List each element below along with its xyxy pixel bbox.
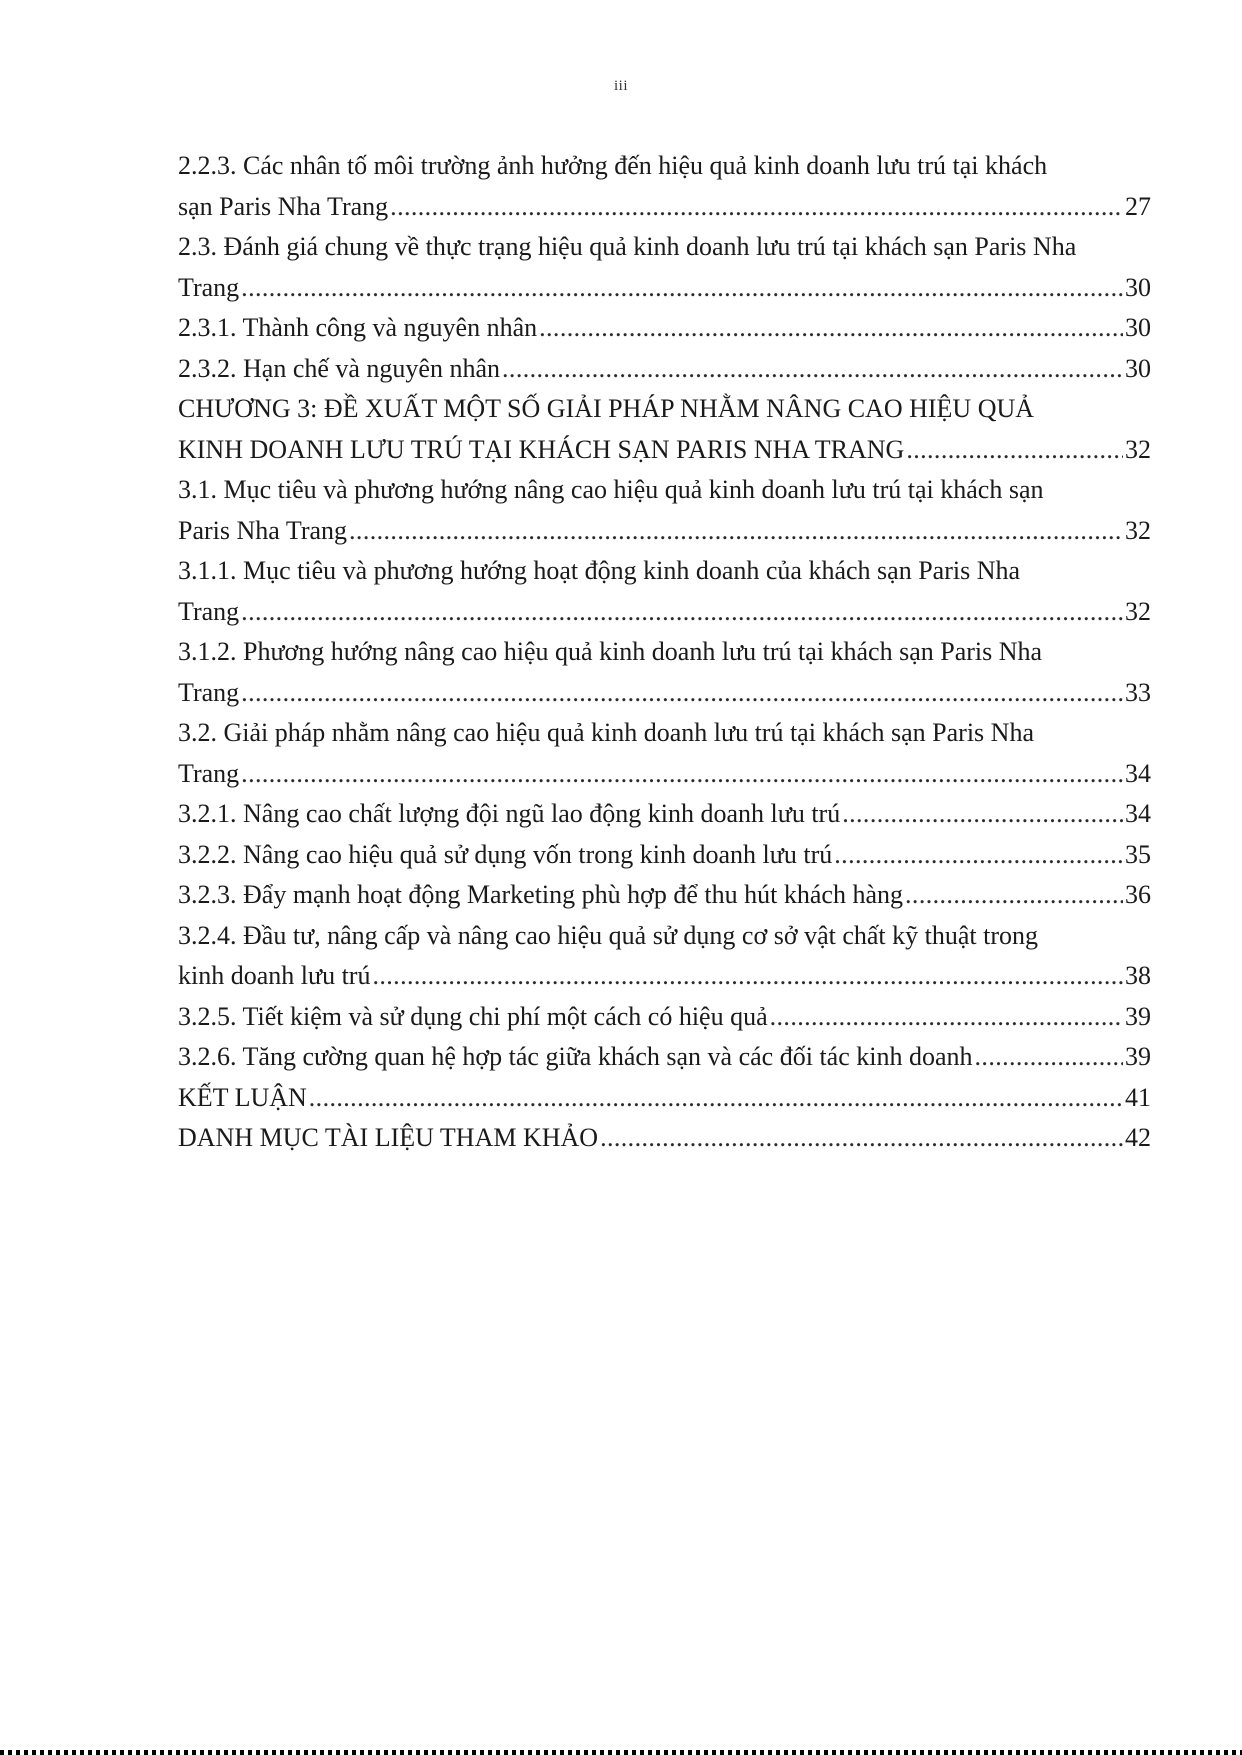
- toc-entry-title-line: 2.2.3. Các nhân tố môi trường ảnh hưởng đến hiệu quả kinh doanh lưu trú tại khách: [178, 151, 1048, 180]
- scan-edge-divider: [0, 1750, 1242, 1755]
- dot-leader: [390, 187, 1123, 228]
- dot-leader: [372, 956, 1123, 997]
- toc-entry-page-number: 39: [1125, 1001, 1151, 1031]
- toc-entry-page-number: 30: [1125, 313, 1151, 342]
- toc-entry-title: Trang: [178, 677, 240, 707]
- toc-entry-title: KINH DOANH LƯU TRÚ TẠI KHÁCH SẠN PARIS NHA TRANG: [178, 434, 905, 464]
- toc-entry: [178, 227, 1151, 308]
- toc-entry-title: 3.2.2. Nâng cao hiệu quả sử dụng vốn trong kinh doanh lưu trú: [178, 839, 833, 869]
- toc-entry-leader-line: [178, 592, 1151, 633]
- dot-leader: [770, 997, 1123, 1038]
- dot-leader: [539, 308, 1123, 349]
- toc-entry-page-number: 35: [1125, 839, 1151, 869]
- toc-entry-title: 3.2.6. Tăng cường quan hệ hợp tác giữa khách sạn và các đối tác kinh doanh: [178, 1042, 973, 1071]
- toc-entry-title: 3.2.5. Tiết kiệm và sử dụng chi phí một cách có hiệu quả: [178, 1001, 768, 1031]
- toc-entry-page-number: 34: [1125, 758, 1151, 788]
- toc-entry-title: 3.2.3. Đẩy mạnh hoạt động Marketing phù hợp để thu hút khách hàng: [178, 880, 904, 909]
- toc-entry: [178, 389, 1151, 470]
- toc-entry-page-number: 32: [1125, 434, 1151, 464]
- toc-entry-title-line: CHƯƠNG 3: ĐỀ XUẤT MỘT SỐ GIẢI PHÁP NHẰM NÂNG CAO HIỆU QUẢ: [178, 394, 1035, 423]
- toc-entry-title-line: 3.1.2. Phương hướng nâng cao hiệu quả kinh doanh lưu trú tại khách sạn Paris Nha: [178, 637, 1043, 666]
- toc-entry-leader-line: [178, 1078, 1151, 1119]
- toc-entry: [178, 308, 1151, 349]
- toc-entry-page-number: 27: [1125, 191, 1151, 221]
- toc-entry-title-line: 3.2. Giải pháp nhằm nâng cao hiệu quả kinh doanh lưu trú tại khách sạn Paris Nha: [178, 718, 1034, 747]
- dot-leader: [905, 875, 1123, 916]
- toc-entry: [178, 632, 1151, 713]
- toc-entry: [178, 713, 1151, 794]
- toc-entry-page-number: 30: [1125, 353, 1151, 383]
- toc-entry-title: 3.2.1. Nâng cao chất lượng đội ngũ lao động kinh doanh lưu trú: [178, 799, 841, 828]
- toc-entry-page-number: 41: [1125, 1082, 1151, 1112]
- toc-entry-title: Paris Nha Trang: [178, 515, 348, 545]
- toc-entry-leader-line: [178, 997, 1151, 1038]
- toc-entry-title: sạn Paris Nha Trang: [178, 191, 389, 221]
- toc-entry: [178, 916, 1151, 997]
- toc-entry: [178, 1037, 1151, 1078]
- toc-entry-leader-line: [178, 430, 1151, 471]
- toc-entry-leader-line: [178, 511, 1151, 552]
- toc-entry-title: KẾT LUẬN: [178, 1082, 307, 1112]
- toc-entry: [178, 1118, 1151, 1159]
- toc-entry-title-line: 3.2.4. Đầu tư, nâng cấp và nâng cao hiệu quả sử dụng cơ sở vật chất kỹ thuật trong: [178, 920, 1039, 950]
- toc-entry-title-line: 3.1.1. Mục tiêu và phương hướng hoạt động kinh doanh của khách sạn Paris Nha: [178, 556, 1021, 585]
- toc-entry: [178, 794, 1151, 835]
- dot-leader: [349, 511, 1123, 552]
- toc-entry: [178, 997, 1151, 1038]
- toc-entry-title: Trang: [178, 758, 240, 788]
- toc-entry: [178, 551, 1151, 632]
- toc-entry-leader-line: [178, 1037, 1151, 1078]
- toc-entry-leader-line: [178, 835, 1151, 876]
- toc-entry-leader-line: [178, 1118, 1151, 1159]
- dot-leader: [842, 794, 1123, 835]
- toc-entry-title: 2.3.2. Hạn chế và nguyên nhân: [178, 353, 501, 383]
- toc-entry-leader-line: [178, 794, 1151, 835]
- toc-entry: [178, 470, 1151, 551]
- toc-entry-title: kinh doanh lưu trú: [178, 961, 371, 990]
- dot-leader: [975, 1037, 1123, 1078]
- toc-entry-page-number: 39: [1125, 1042, 1151, 1071]
- dot-leader: [241, 754, 1123, 795]
- toc-entry-leader-line: [178, 308, 1151, 349]
- toc-entry: [178, 1078, 1151, 1119]
- toc-entry-title: 2.3.1. Thành công và nguyên nhân: [178, 313, 538, 342]
- toc-entry: [178, 875, 1151, 916]
- dot-leader: [241, 592, 1123, 633]
- toc-entry-title: DANH MỤC TÀI LIỆU THAM KHẢO: [178, 1123, 599, 1152]
- toc-entry-leader-line: [178, 875, 1151, 916]
- toc-entry: [178, 835, 1151, 876]
- toc-entry-leader-line: [178, 754, 1151, 795]
- dot-leader: [906, 430, 1123, 471]
- toc-entry-page-number: 36: [1125, 880, 1151, 909]
- dot-leader: [309, 1078, 1123, 1119]
- dot-leader: [241, 268, 1123, 309]
- page-number: iii: [613, 78, 628, 94]
- toc-entry: [178, 146, 1151, 227]
- toc-entry-title: Trang: [178, 596, 240, 626]
- toc-entry-title-line: 3.1. Mục tiêu và phương hướng nâng cao hiệu quả kinh doanh lưu trú tại khách sạn: [178, 475, 1044, 504]
- toc-entry-page-number: 38: [1125, 961, 1151, 990]
- toc-entry-leader-line: [178, 187, 1151, 228]
- toc-entry-page-number: 30: [1125, 272, 1151, 302]
- toc-entry-page-number: 32: [1125, 596, 1151, 626]
- dot-leader: [834, 835, 1123, 876]
- toc-entry-page-number: 32: [1125, 515, 1151, 545]
- dot-leader: [241, 673, 1123, 714]
- toc-entry-title-line: 2.3. Đánh giá chung về thực trạng hiệu quả kinh doanh lưu trú tại khách sạn Paris Nha: [178, 232, 1077, 261]
- toc-entry: [178, 349, 1151, 390]
- toc-entry-page-number: 42: [1125, 1123, 1151, 1152]
- toc-entry-leader-line: [178, 956, 1151, 997]
- dot-leader: [600, 1118, 1123, 1159]
- dot-leader: [502, 349, 1123, 390]
- table-of-contents: [178, 146, 1151, 1159]
- toc-entry-leader-line: [178, 268, 1151, 309]
- toc-entry-page-number: 33: [1125, 677, 1151, 707]
- toc-entry-title: Trang: [178, 272, 240, 302]
- toc-entry-leader-line: [178, 673, 1151, 714]
- toc-entry-leader-line: [178, 349, 1151, 390]
- toc-entry-page-number: 34: [1125, 799, 1151, 828]
